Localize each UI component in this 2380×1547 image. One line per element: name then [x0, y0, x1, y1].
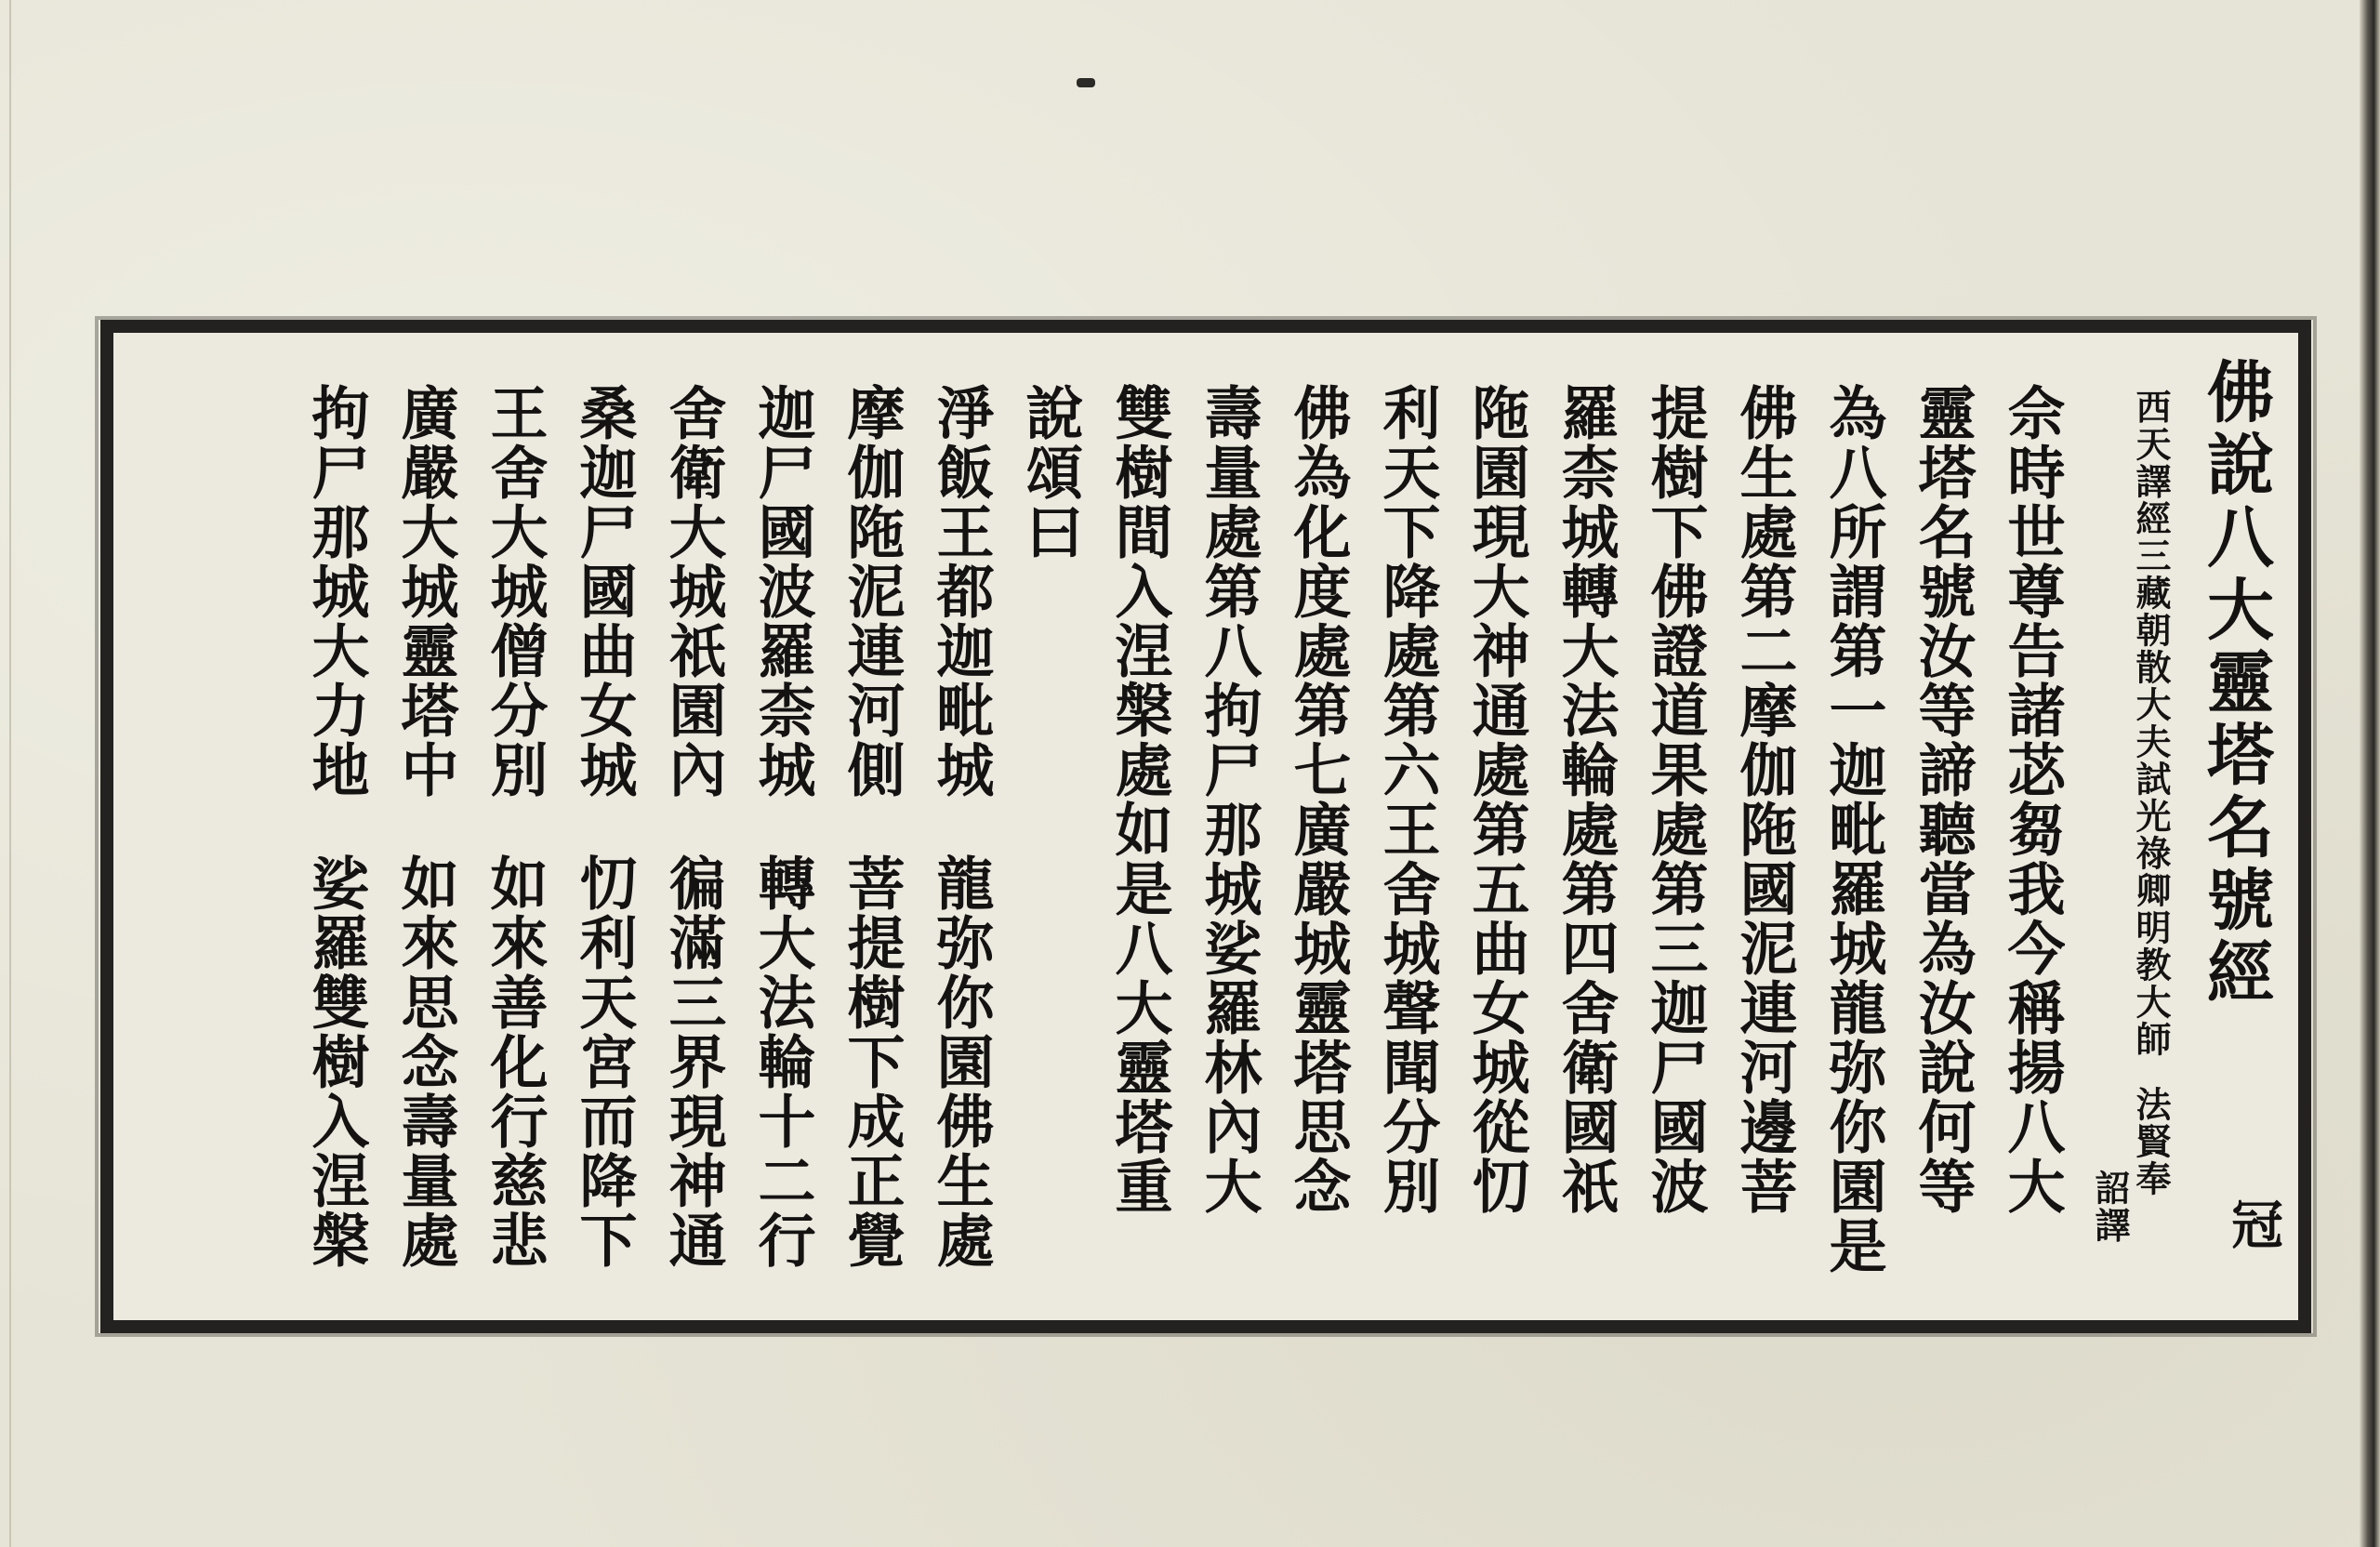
text-column-3: 為八所謂第一迦毗羅城龍弥你園是	[1819, 383, 1887, 1276]
verse-6-bottom: 如來善化行慈悲	[481, 853, 549, 1270]
page-fold-line	[9, 0, 11, 1547]
verse-8-bottom: 娑羅雙樹入涅槃	[302, 853, 370, 1270]
verse-4-top: 舍衛大城祇園內	[659, 383, 727, 800]
volume-mark: 冠	[2223, 1197, 2284, 1250]
translator-name: 法賢奉	[2130, 1086, 2172, 1197]
text-column-8: 利天下降處第六王舍城聲聞分別	[1373, 383, 1441, 1216]
verse-2-top: 摩伽陁泥連河側	[838, 383, 906, 800]
verse-1-top: 淨飯王都迦毗城	[927, 383, 995, 800]
verse-3-top: 迦尸國波羅柰城	[748, 383, 816, 800]
verse-1-bottom: 龍弥你園佛生處	[927, 853, 995, 1270]
verse-8-top: 拘尸那城大力地	[302, 383, 370, 800]
translator-line: 西天譯經三藏朝散大夫試光祿卿明教大師	[2130, 389, 2172, 1058]
text-column-11: 雙樹間入涅槃處如是八大靈塔重	[1105, 383, 1173, 1216]
text-column-1: 佘時世尊告諸苾芻我今稱揚八大	[1998, 383, 2066, 1216]
text-column-6: 羅柰城轉大法輪處第四舍衛國祇	[1552, 383, 1620, 1216]
verse-2-bottom: 菩提樹下成正覺	[838, 853, 906, 1270]
text-column-10: 壽量處第八拘尸那城娑羅林內大	[1195, 383, 1263, 1216]
verse-5-bottom: 忉利天宮而降下	[570, 853, 638, 1270]
verse-7-bottom: 如來思念壽量處	[391, 853, 459, 1270]
text-column-4: 佛生處第二摩伽陁國泥連河邊菩	[1730, 383, 1798, 1216]
text-column-12: 說頌曰	[1016, 383, 1084, 562]
text-column-5: 提樹下佛證道果處第三迦尸國波	[1641, 383, 1709, 1216]
text-column-7: 陁園現大神通處第五曲女城從忉	[1462, 383, 1530, 1216]
verse-7-top: 廣嚴大城靈塔中	[391, 383, 459, 800]
verse-6-top: 王舍大城僧分別	[481, 383, 549, 800]
verse-3-bottom: 轉大法輪十二行	[748, 853, 816, 1270]
printed-text-frame	[100, 320, 2311, 1333]
text-column-9: 佛為化度處第七廣嚴城靈塔思念	[1284, 383, 1352, 1216]
verse-5-top: 桑迦尸國曲女城	[570, 383, 638, 800]
text-column-2: 靈塔名號汝等諦聽當為汝說何等	[1909, 383, 1977, 1216]
book-edge	[2360, 0, 2380, 1547]
translator-verb: 詔譯	[2089, 1170, 2131, 1244]
verse-4-bottom: 徧滿三界現神通	[659, 853, 727, 1270]
binding-hole-mark	[1077, 78, 1095, 87]
sutra-title: 佛說八大靈塔名號經	[2196, 357, 2275, 1010]
